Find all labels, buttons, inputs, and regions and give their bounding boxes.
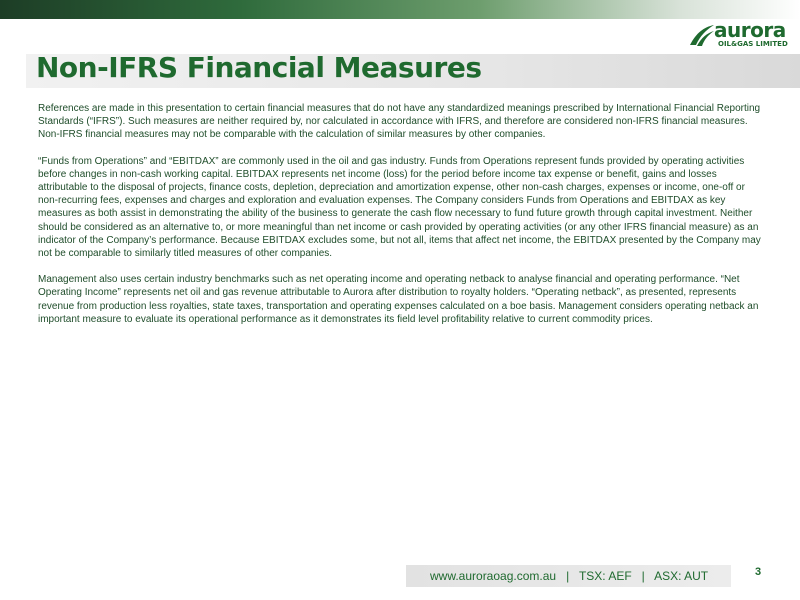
top-gradient-bar (0, 0, 800, 19)
logo-subtitle: OIL&GAS LIMITED (718, 40, 788, 48)
paragraph-funds-ebitdax: “Funds from Operations” and “EBITDAX” are commonly used in the oil and gas industry. Funds from Operations represent funds provided by operating activities before changes in non-cash working capital. EBITDAX represents net income (loss) for the period before income tax expense or benefit, gains and losses attributable to the disposal of projects, finance costs, depletion, depreciation and amortization expense, other non-cash charges, expenses or income, one-off or non-recurring fees, expenses and charges and exploration and evaluation expenses. The Company considers Funds from Operations and EBITDAX as key measures as both assist in demonstrating the ability of the business to generate the cash flow necessary to fund future growth through capital investment. Neither should be considered as an alternative to, or more meaningful than net income or cash provided by operating activities (or any other IFRS financial measure) as an indicator of the Company’s performance. Because EBITDAX excludes some, but not all, items that affect net income, the EBITDAX presented by the Company may not be comparable to similarly titled measures of other companies. (38, 155, 761, 260)
body-text (38, 102, 762, 339)
paragraph-non-ifrs-intro: References are made in this presentation to certain financial measures that do not have any standardized meanings prescribed by International Financial Reporting Standards (“IFRS”). Such measures are neither required by, nor calculated in accordance with IFRS, and therefore are considered non-IFRS financial measures. Non-IFRS financial measures may not be comparable with the calculation of similar measures by other companies. (38, 103, 761, 141)
aurora-swoosh-icon (688, 23, 716, 49)
logo-wordmark: aurora (714, 18, 786, 42)
page-title: Non-IFRS Financial Measures (36, 51, 482, 84)
company-logo (688, 18, 798, 49)
page-number: 3 (755, 566, 762, 578)
footer-contact: www.auroraoag.com.au | TSX: AEF | ASX: AUT (430, 569, 709, 583)
paragraph-industry-benchmarks: Management also uses certain industry benchmarks such as net operating income and operating netback to analyse financial and operating performance. “Net Operating Income” represents net oil and gas revenue attributable to Aurora after distribution to royalty holders. “Operating netback”, as presented, represents revenue from production less royalties, state taxes, transportation and operating expenses calculated on a boe basis. Management considers operating netback an important measure to evaluate its operational performance as it demonstrates its field level profitability relative to current commodity prices. (38, 274, 759, 325)
